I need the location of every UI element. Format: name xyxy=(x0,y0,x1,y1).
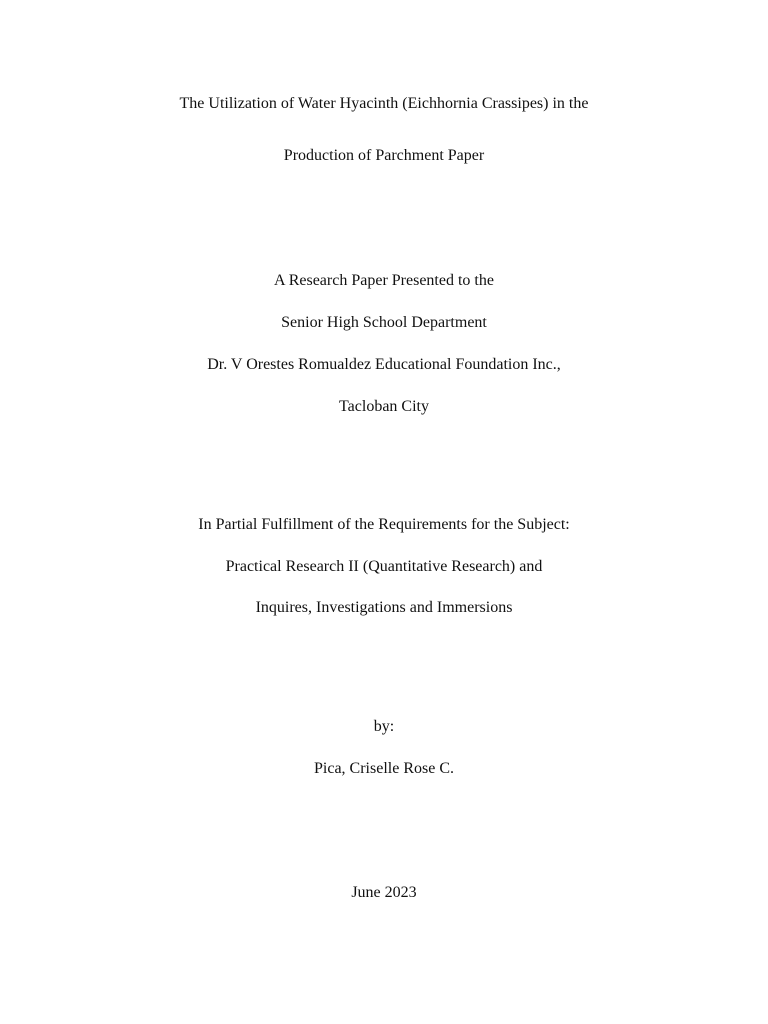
presented-line-4: Tacloban City xyxy=(339,398,429,415)
author-name: Pica, Criselle Rose C. xyxy=(314,760,454,777)
fulfillment-line-3: Inquires, Investigations and Immersions xyxy=(255,599,513,616)
title-line-1: The Utilization of Water Hyacinth (Eichhornia Crassipes) in the xyxy=(179,95,589,112)
presented-line-2: Senior High School Department xyxy=(281,314,487,331)
presented-line-3: Dr. V Orestes Romualdez Educational Foundation Inc., xyxy=(207,356,561,373)
fulfillment-line-2: Practical Research II (Quantitative Research) and xyxy=(225,558,543,575)
by-label: by: xyxy=(373,718,395,735)
presented-line-1: A Research Paper Presented to the xyxy=(274,272,494,289)
date: June 2023 xyxy=(351,884,417,901)
fulfillment-line-1: In Partial Fulfillment of the Requirements for the Subject: xyxy=(198,516,570,533)
title-line-2: Production of Parchment Paper xyxy=(283,147,485,164)
